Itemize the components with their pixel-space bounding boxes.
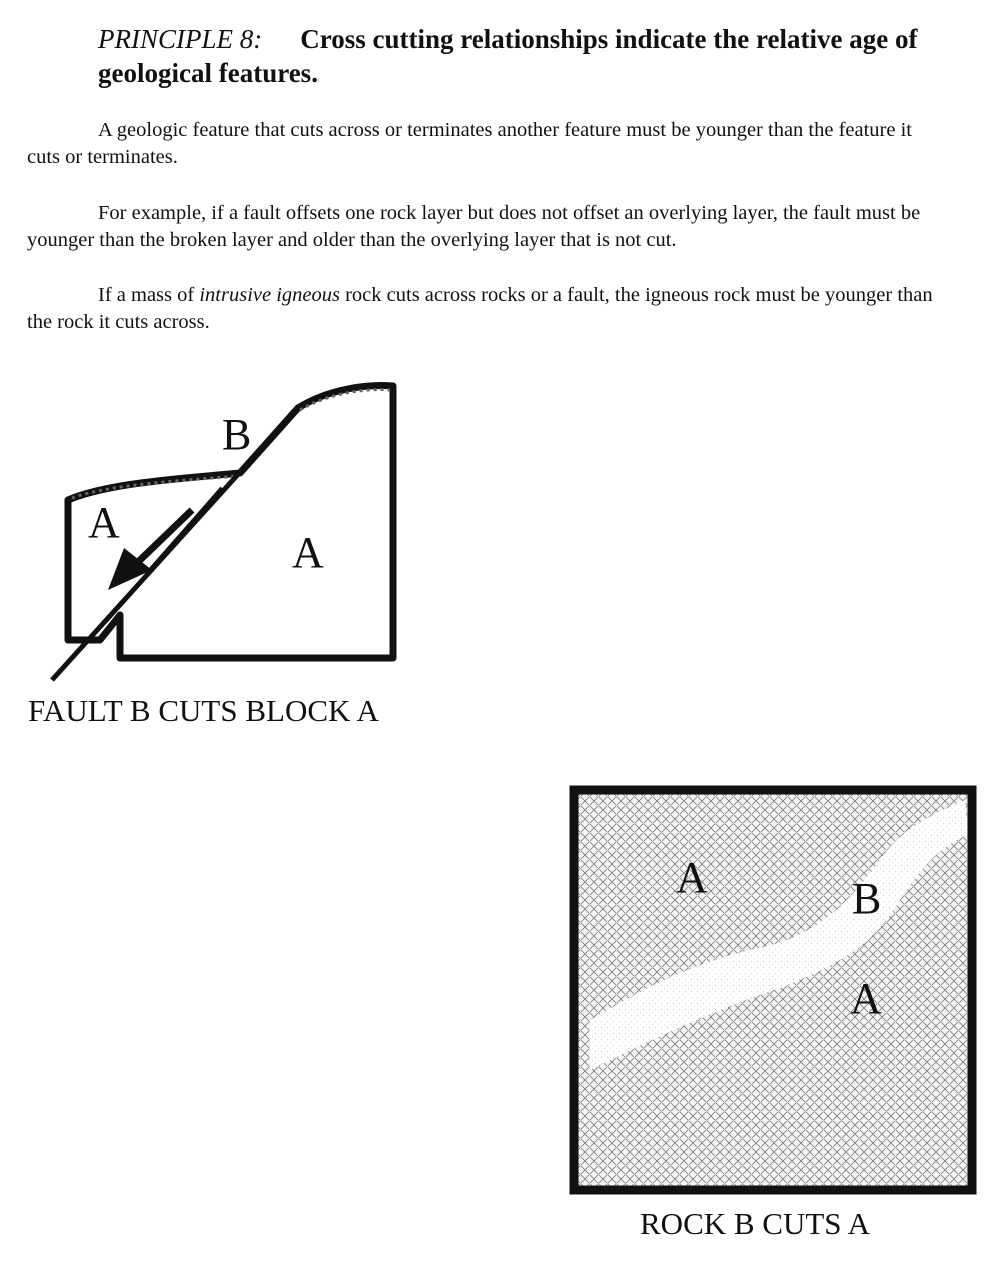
paragraph-definition: A geologic feature that cuts across or terminates another feature must be younger than the feature it cuts or terminates. — [27, 119, 912, 168]
principle-title: Cross cutting relationships indicate the relative age of geological features. — [98, 24, 918, 88]
block-label-right: A — [292, 528, 324, 577]
intrusion-caption: ROCK B CUTS A — [640, 1206, 870, 1241]
p3-text-start: If a mass of — [98, 284, 200, 306]
paragraph-fault-example: For example, if a fault offsets one rock layer but does not offset an overlying layer, the fault must be younger than the broken layer and older than the overlying layer that is not cut. — [27, 202, 921, 251]
p3-text-end: rock cuts across rocks or a fault, the igneous rock must be younger than the rock it cuts across. — [27, 284, 933, 333]
intrusion-label-b: B — [852, 874, 882, 923]
rock-label-top: A — [676, 853, 708, 902]
principle-number: PRINCIPLE 8: — [98, 24, 263, 54]
rock-label-bottom: A — [850, 974, 882, 1023]
fault-diagram — [52, 386, 393, 680]
fault-label-b: B — [222, 410, 252, 459]
fault-caption: FAULT B CUTS BLOCK A — [28, 693, 379, 728]
block-label-left: A — [88, 498, 120, 547]
p3-emphasis: intrusive igneous — [199, 284, 340, 306]
intrusion-diagram — [574, 790, 972, 1190]
